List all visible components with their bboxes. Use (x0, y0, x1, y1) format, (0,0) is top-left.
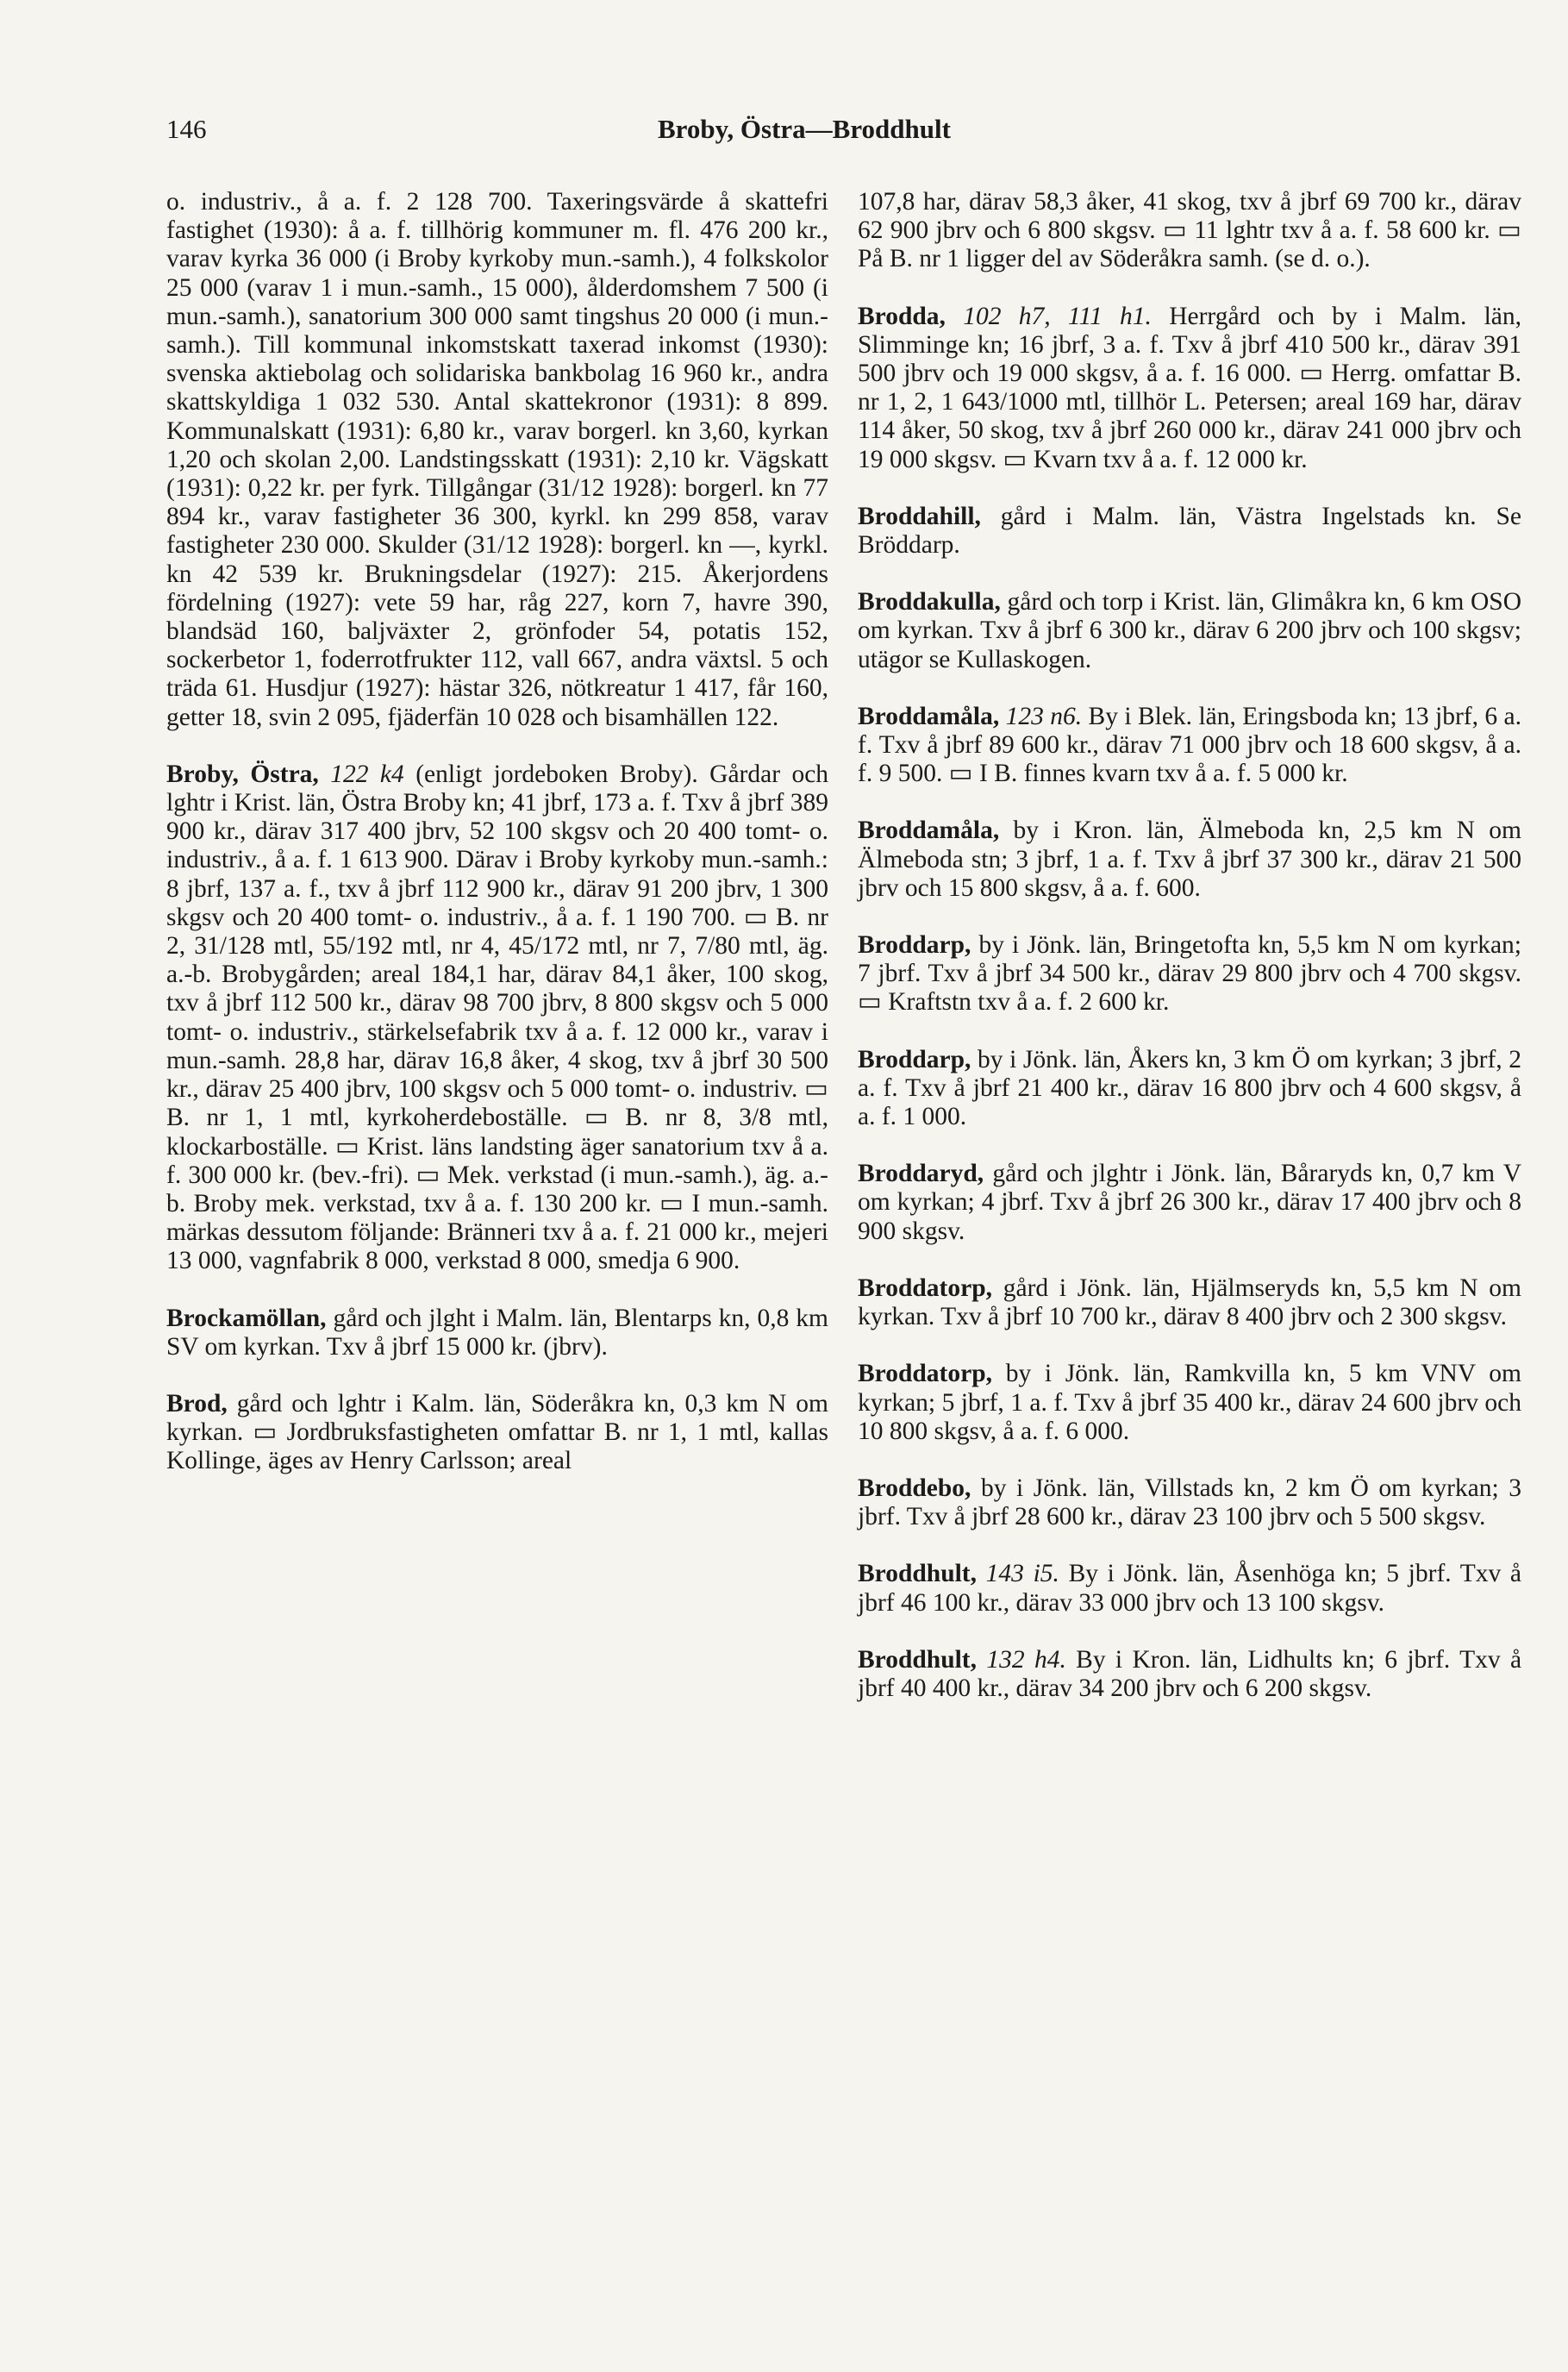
entry-broddamala-blek (858, 703, 1521, 789)
map-ref: 143 i5. (985, 1560, 1059, 1588)
entry-broddamala-kron (858, 817, 1521, 903)
entry-name: Broddhult, (858, 1560, 978, 1588)
entry-text: by i Jönk. län, Villstads kn, 2 km Ö om kyrkan; 3 jbrf. Txv å jbrf 28 600 kr., därav 23 100 jbrv och 5 500 skgsv. (858, 1474, 1521, 1531)
entry-name: Broddatorp, (858, 1274, 992, 1302)
entry-name: Brockamöllan, (166, 1304, 327, 1332)
entry-text: Herrgård och by i Malm. län, Slimminge kn; 16 jbrf, 3 a. f. Txv å jbrf 410 500 kr., därav 391 500 jbrv och 19 000 skgsv, å a. f. 16 000. ▭ Herrg. omfattar B. nr 1, 2, 1 643/1000 mtl, tillhör L. Petersen; areal 169 har, därav 114 åker, 50 skog, txv å jbrf 260 000 kr., därav 241 000 jbrv och 19 000 skgsv. ▭ Kvarn txv å a. f. 12 000 kr. (858, 302, 1522, 473)
entry-text: By i Kron. län, Lidhults kn; 6 jbrf. Txv å jbrf 40 400 kr., därav 34 200 jbrv och 6 200 skgsv. (858, 1645, 1522, 1702)
entry-text: gård och jlghtr i Jönk. län, Båraryds kn, 0,7 km V om kyrkan; 4 jbrf. Txv å jbrf 26 300 kr., därav 17 400 jbrv och 8 900 skgsv. (858, 1160, 1521, 1245)
entry-text: gård i Jönk. län, Hjälmseryds kn, 5,5 km N om kyrkan. Txv å jbrf 10 700 kr., därav 8 400 jbrv och 2 300 skgsv. (858, 1274, 1521, 1331)
entry-name: Broddebo, (858, 1474, 971, 1502)
entry-brockamollan (166, 1305, 828, 1361)
entry-broddarp-bringetofta (858, 931, 1521, 1017)
entry-broby-ostra (166, 760, 828, 1276)
entry-broddatorp-ramkvilla (858, 1360, 1521, 1446)
entry-text: (enligt jordeboken Broby). Gårdar och lghtr i Krist. län, Östra Broby kn; 41 jbrf, 173 a. f. Txv å jbrf 389 900 kr., därav 317 400 jbrv, 52 100 skgsv och 20 400 tomt- o. industriv., å a. f. 1 613 900. Därav i Broby kyrkoby mun.-samh.: 8 jbrf, 137 a. f., txv å jbrf 112 900 kr., därav 91 200 jbrv, 1 300 skgsv och 20 400 tomt- o. industriv., å a. f. 1 190 700. ▭ B. nr 2, 31/128 mtl, 55/192 mtl, nr 4, 45/172 mtl, nr 7, 7/80 mtl, äg. a.-b. Brobygården; areal 184,1 har, därav 84,1 åker, 100 skog, txv å jbrf 112 500 kr., därav 98 700 jbrv, 8 800 skgsv och 5 000 tomt- o. industriv., stärkelsefabrik txv å a. f. 12 000 kr., varav i mun.-samh. 28,8 har, därav 16,8 åker, 4 skog, txv å jbrf 30 500 kr., därav 25 400 jbrv, 100 skgsv och 5 000 tomt- o. industriv. ▭ B. nr 1, 1 mtl, kyrkoherdeboställe. ▭ B. nr 8, 3/8 mtl, klockarboställe. ▭ Krist. läns landsting äger sanatorium txv å a. f. 300 000 kr. (bev.-fri). ▭ Mek. verkstad (i mun.-samh.), äg. a.-b. Broby mek. verkstad, txv å a. f. 130 200 kr. ▭ I mun.-samh. märkas dessutom följande: Bränneri txv å a. f. 21 000 kr., mejeri 13 000, vagnfabrik 8 000, verkstad 8 000, smedja 6 900. (166, 760, 829, 1275)
entry-brod (166, 1390, 828, 1476)
left-column (166, 188, 828, 1476)
entry-broddaryd (858, 1160, 1521, 1246)
map-ref: 102 h7, 111 h1. (963, 302, 1152, 330)
entry-name: Broddarp, (858, 931, 971, 960)
entry-name: Broby, Östra, (166, 760, 319, 788)
page-header (166, 114, 1408, 148)
entry-name: Broddakulla, (858, 588, 1001, 616)
entry-text: gård och lghtr i Kalm. län, Söderåkra kn, 0,3 km N om kyrkan. ▭ Jordbruksfastigheten omfattar B. nr 1, 1 mtl, kallas Kollinge, äges av Henry Carlsson; areal (166, 1389, 828, 1475)
entry-text: gård och jlght i Malm. län, Blentarps kn, 0,8 km SV om kyrkan. Txv å jbrf 15 000 kr. (jbrv). (166, 1304, 829, 1361)
entry-name: Broddamåla, (858, 702, 1000, 730)
entry-name: Broddahill, (858, 502, 981, 530)
map-ref: 132 h4. (986, 1645, 1066, 1674)
entry-brodda (858, 303, 1521, 474)
entry-text: by i Kron. län, Älmeboda kn, 2,5 km N om Älmeboda stn; 3 jbrf, 1 a. f. Txv å jbrf 37 300 kr., därav 21 500 jbrv och 15 800 skgsv, å a. f. 600. (858, 817, 1521, 902)
continuation-text: o. industriv., å a. f. 2 128 700. Taxeringsvärde å skattefri fastighet (1930): å a. f. tillhörig kommuner m. fl. 476 200 kr., varav kyrka 36 000 (i Broby kyrkoby mun.-samh.), 4 folkskolor 25 000 (varav 1 i mun.-samh., 15 000), ålderdomshem 7 500 (i mun.-samh.), sanatorium 300 000 samt tingshus 20 000 (i mun.-samh.). Till kommunal inkomstskatt taxerad inkomst (1930): svenska aktiebolag och solidariska bankbolag 16 960 kr., andra skattskyldiga 1 032 530. Antal skattekronor (1931): 8 899. Kommunalskatt (1931): 6,80 kr., varav borgerl. kn 3,60, kyrkan 1,20 och skolan 2,00. Landstingsskatt (1931): 2,10 kr. Vägskatt (1931): 0,22 kr. per fyrk. Tillgångar (31/12 1928): borgerl. kn 77 894 kr., varav fastigheter 36 300, kyrkl. kn 299 858, varav fastigheter 230 000. Skulder (31/12 1928): borgerl. kn —, kyrkl. kn 42 539 kr. Brukningsdelar (1927): 215. Åkerjordens fördelning (1927): vete 59 har, råg 227, korn 7, havre 390, blandsäd 160, baljväxter 2, grönfoder 54, potatis 152, sockerbetor 1, foderrotfrukter 112, vall 667, andra växtsl. 5 och träda 61. Husdjur (1927): hästar 326, nötkreatur 1 417, får 160, getter 18, svin 2 095, fjäderfän 10 028 och bisamhällen 122. (166, 188, 828, 731)
entry-broddhult-jonk (858, 1560, 1521, 1617)
entry-broddebo (858, 1474, 1521, 1531)
map-ref: 122 k4 (330, 760, 404, 788)
entry-text: By i Blek. län, Eringsboda kn; 13 jbrf, 6 a. f. Txv å jbrf 89 600 kr., därav 71 000 jbrv och 18 600 skgsv, å a. f. 9 500. ▭ I B. finnes kvarn txv å a. f. 5 000 kr. (858, 702, 1522, 788)
page-number: 146 (166, 114, 207, 144)
entry-text: by i Jönk. län, Åkers kn, 3 km Ö om kyrkan; 3 jbrf, 2 a. f. Txv å jbrf 21 400 kr., därav 16 800 jbrv och 4 600 skgsv, å a. f. 1 000. (858, 1045, 1521, 1131)
entry-broddhult-kron (858, 1646, 1521, 1703)
entry-name: Brod, (166, 1389, 228, 1418)
right-column (858, 188, 1521, 1703)
entry-text: by i Jönk. län, Bringetofta kn, 5,5 km N om kyrkan; 7 jbrf. Txv å jbrf 34 500 kr., därav 29 800 jbrv och 4 700 skgsv. ▭ Kraftstn txv å a. f. 2 600 kr. (858, 931, 1522, 1017)
entry-name: Broddarp, (858, 1045, 971, 1073)
entry-text: By i Jönk. län, Åsenhöga kn; 5 jbrf. Txv å jbrf 46 100 kr., därav 33 000 jbrv och 13 100 skgsv. (858, 1560, 1522, 1617)
entry-broddatorp-hjalmseryd (858, 1274, 1521, 1331)
entry-name: Broddamåla, (858, 817, 1000, 845)
entry-broddakulla (858, 588, 1521, 674)
entry-broddarp-akers (858, 1046, 1521, 1132)
entry-name: Broddatorp, (858, 1360, 992, 1388)
entry-name: Broddhult, (858, 1645, 978, 1674)
entry-broddahill (858, 503, 1521, 560)
entry-text: gård och torp i Krist. län, Glimåkra kn, 6 km OSO om kyrkan. Txv å jbrf 6 300 kr., därav 6 200 jbrv och 100 skgsv; utägor se Kullaskogen. (858, 588, 1521, 673)
continuation-text: 107,8 har, därav 58,3 åker, 41 skog, txv å jbrf 69 700 kr., därav 62 900 jbrv och 6 800 skgsv. ▭ 11 lghtr txv å a. f. 58 600 kr. ▭ På B. nr 1 ligger del av Söderåkra samh. (se d. o.). (858, 188, 1521, 273)
entry-text: gård i Malm. län, Västra Ingelstads kn. Se Bröddarp. (858, 502, 1521, 560)
map-ref: 123 n6. (1005, 702, 1083, 730)
entry-name: Brodda, (858, 302, 946, 330)
entry-name: Broddaryd, (858, 1160, 984, 1188)
entry-text: by i Jönk. län, Ramkvilla kn, 5 km VNV om kyrkan; 5 jbrf, 1 a. f. Txv å jbrf 35 400 kr., därav 24 600 jbrv och 10 800 skgsv, å a. f. 6 000. (858, 1360, 1521, 1445)
running-head: Broby, Östra—Broddhult (658, 114, 951, 144)
